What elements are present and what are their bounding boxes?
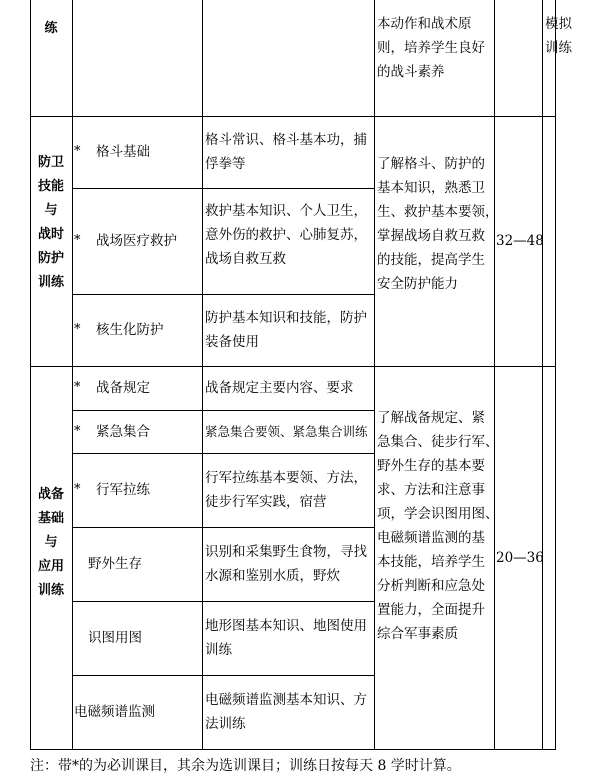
section1-hours: 32—48 [496, 233, 544, 249]
row-divider [72, 601, 375, 602]
row-divider [72, 188, 375, 189]
row-divider [30, 749, 556, 750]
course-content: 战备规定主要内容、要求 [205, 380, 354, 396]
row-divider [30, 116, 556, 117]
course-name: 行军拉练 [96, 482, 150, 498]
row-divider [72, 410, 375, 411]
course-content: 格斗常识、格斗基本功，捕 俘拳等 [205, 132, 367, 172]
course-name: 野外生存 [88, 556, 142, 572]
col-divider [202, 0, 203, 750]
top-category: 练 [44, 21, 58, 36]
row-divider [72, 453, 375, 454]
section2-category: 战备 基础 与 应用 训练 [37, 487, 64, 598]
section1-category: 防卫 技能 与 战时 防护 训练 [37, 155, 64, 290]
col-divider [374, 0, 375, 750]
row-divider [72, 294, 375, 295]
course-name: 战备规定 [96, 380, 150, 396]
top-method: 模拟 训练 [545, 16, 572, 56]
row-divider [72, 675, 375, 676]
col-divider [30, 0, 31, 750]
course-content: 地形图基本知识、地图使用 训练 [205, 618, 367, 658]
required-mark: * [74, 482, 81, 497]
col-divider [72, 0, 73, 750]
course-content: 电磁频谱监测基本知识、方 法训练 [205, 692, 367, 732]
section1-objective: 了解格斗、防护的 基本知识，熟悉卫 生、救护基本要领， 掌握战场自救互救 的技能，提高学生 安全防护能力 [377, 156, 499, 292]
col-divider [542, 0, 543, 750]
row-divider [30, 366, 556, 367]
course-content: 救护基本知识、个人卫生， 意外伤的救护、心肺复苏， 战场自救互救 [205, 203, 367, 267]
required-mark: * [74, 233, 81, 248]
row-divider [72, 527, 375, 528]
required-mark: * [74, 144, 81, 159]
course-name: 电磁频谱监测 [74, 704, 155, 720]
required-mark: * [74, 322, 81, 337]
course-name: 格斗基础 [96, 144, 150, 160]
course-name: 识图用图 [88, 630, 142, 646]
top-objective: 本动作和战术原 则，培养学生良好 的战斗素养 [377, 16, 485, 80]
required-mark: * [74, 380, 81, 395]
section2-hours: 20—36 [496, 550, 544, 566]
col-divider [555, 0, 556, 750]
required-mark: * [74, 424, 81, 439]
course-name: 战场医疗救护 [96, 233, 177, 249]
course-content: 防护基本知识和技能，防护 装备使用 [205, 310, 367, 350]
course-content: 识别和采集野生食物，寻找 水源和鉴别水质，野炊 [205, 544, 367, 584]
footnote: 注：带*的为必训课目，其余为选训课目；训练日按每天 8 学时计算。 [30, 758, 461, 774]
section2-objective: 了解战备规定、紧 急集合、徒步行军、 野外生存的基本要 求、方法和注意事 项，学会识图用图、 电磁频谱监测的基 本技能，培养学生 分析判断和应急处 置能力，全面提升 综合军事素质 [377, 410, 499, 642]
course-content: 行军拉练基本要领、方法， 徒步行军实践，宿营 [205, 470, 367, 510]
course-name: 核生化防护 [96, 322, 164, 338]
course-content: 紧急集合要领、紧急集合训练 [205, 424, 368, 439]
course-name: 紧急集合 [96, 424, 150, 440]
